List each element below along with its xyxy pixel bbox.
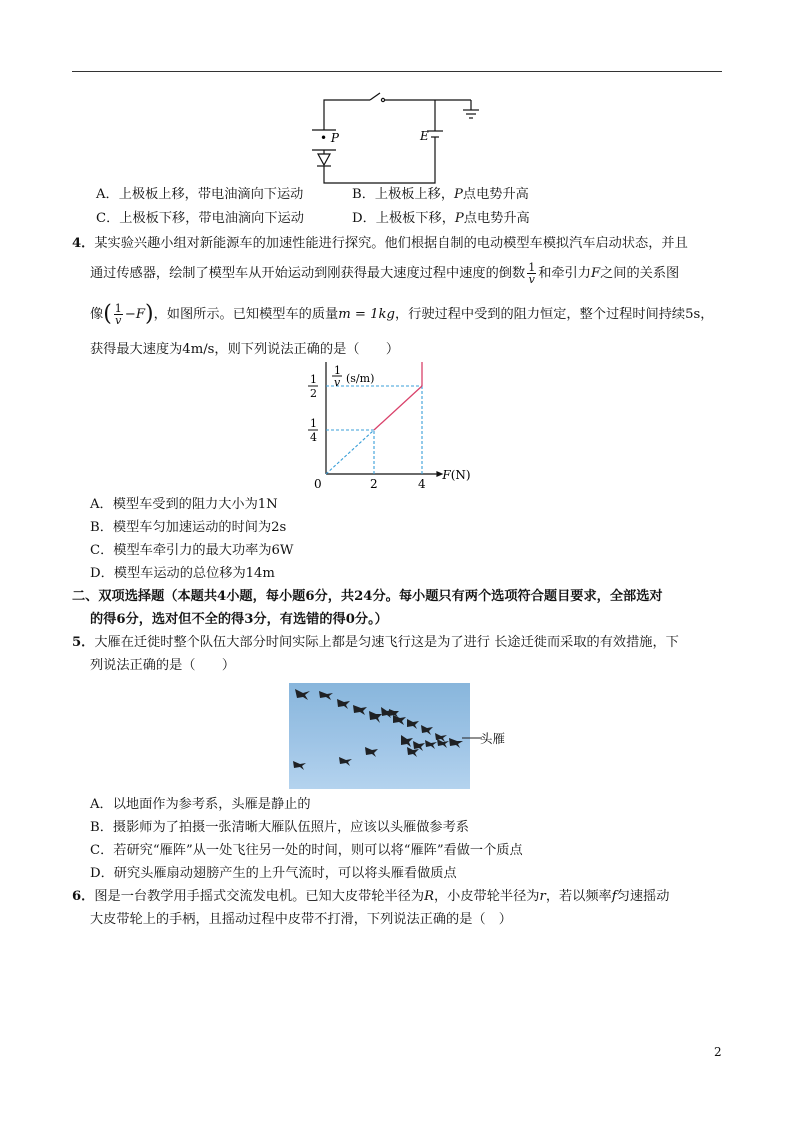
x-axis-label: F(N) xyxy=(442,468,471,482)
q4-line4: 获得最大速度为4m/s，则下列说法正确的是（ ） xyxy=(90,342,400,357)
q4-option-a: A．模型车受到的阻力大小为1N xyxy=(90,497,278,512)
inverse-v-fraction-expr: $\frac{1}{v}$ xyxy=(114,302,122,327)
q5-line1: 5．大雁在迁徙时整个队伍大部分时间实际上都是匀速飞行这是为了进行 长途迁徙而采取的有效措施，下 xyxy=(72,635,679,650)
q4-line2: 通过传感器，绘制了模型车从开始运动到刚获得最大速度过程中速度的倒数 $\frac{1}{v}$ 和牵引力F之间的关系图 xyxy=(90,261,680,286)
capacitor-circuit-diagram xyxy=(300,88,500,188)
section2-title: 二、双项选择题（本题共4小题，每小题6分，共24分。每小题只有两个选项符合题目要求，全部选对 xyxy=(72,589,663,604)
q4-option-d: D．模型车运动的总位移为14m xyxy=(90,566,275,581)
x-tick-label-2: 2 xyxy=(370,477,378,491)
lead-goose-label: 头雁 xyxy=(480,731,506,746)
y-tick-denominator-2: 2 xyxy=(310,387,317,400)
emf-label: E xyxy=(420,129,429,143)
q3-option-c: C．上极板下移，带电油滴向下运动 xyxy=(96,211,304,226)
series-line-0 xyxy=(374,386,422,430)
q6-line2: 大皮带轮上的手柄，且摇动过程中皮带不打滑，下列说法正确的是（ ） xyxy=(90,912,512,927)
header-rule xyxy=(72,71,722,72)
lead-goose-pointer-line xyxy=(462,733,482,743)
q5-option-c: C．若研究“雁阵”从一处飞往另一处的时间，则可以将“雁阵”看做一个质点 xyxy=(90,843,523,858)
section2-title-line2: 的得6分，选对但不全的得3分，有选错的得0分。） xyxy=(90,612,388,627)
q4-option-c: C．模型车牵引力的最大功率为6W xyxy=(90,543,294,558)
page-number: 2 xyxy=(714,1045,722,1059)
inverse-velocity-force-chart xyxy=(300,362,500,492)
y-label-numerator: 1 xyxy=(334,364,341,377)
q4-option-b: B．模型车匀加速运动的时间为2s xyxy=(90,520,287,535)
point-p-label: • P xyxy=(320,131,339,145)
y-label-unit: (s/m) xyxy=(346,372,375,385)
q5-line2: 列说法正确的是（ ） xyxy=(90,658,236,673)
geese-photo xyxy=(289,683,470,789)
q4-line1: 4．某实验兴趣小组对新能源车的加速性能进行探究。他们根据自制的电动模型车模拟汽车启动状态，并且 xyxy=(72,236,688,251)
y-tick-numerator-2: 1 xyxy=(310,373,317,386)
y-label-denominator: v xyxy=(334,376,341,389)
inverse-v-fraction: $\frac{1}{v}$ xyxy=(528,261,536,286)
q3-option-a: A．上极板上移，带电油滴向下运动 xyxy=(96,187,304,202)
geese-flock-illustration xyxy=(289,683,470,789)
q3-option-b: B．上极板上移，P点电势升高 xyxy=(352,187,529,202)
q5-option-b: B．摄影师为了拍摄一张清晰大雁队伍照片，应该以头雁做参考系 xyxy=(90,820,469,835)
origin-label: 0 xyxy=(314,477,322,491)
y-tick-numerator-4: 1 xyxy=(310,417,317,430)
y-tick-denominator-4: 4 xyxy=(310,431,317,444)
guide-line-0 xyxy=(326,430,374,474)
q5-option-d: D．研究头雁扇动翅膀产生的上升气流时，可以将头雁看做质点 xyxy=(90,866,457,881)
q3-option-d: D．上极板下移，P点电势升高 xyxy=(352,211,530,226)
q4-line3: 像( $\frac{1}{v}$ −F)，如图所示。已知模型车的质量m = 1kg，行驶过程中受到的阻力恒定，整个过程时间持续5s， xyxy=(90,301,714,327)
q5-option-a: A．以地面作为参考系，头雁是静止的 xyxy=(90,797,311,812)
x-tick-label-4: 4 xyxy=(418,477,426,491)
q6-line1: 6．图是一台教学用手摇式交流发电机。已知大皮带轮半径为R，小皮带轮半径为r，若以频率f匀速摇动 xyxy=(72,889,670,904)
